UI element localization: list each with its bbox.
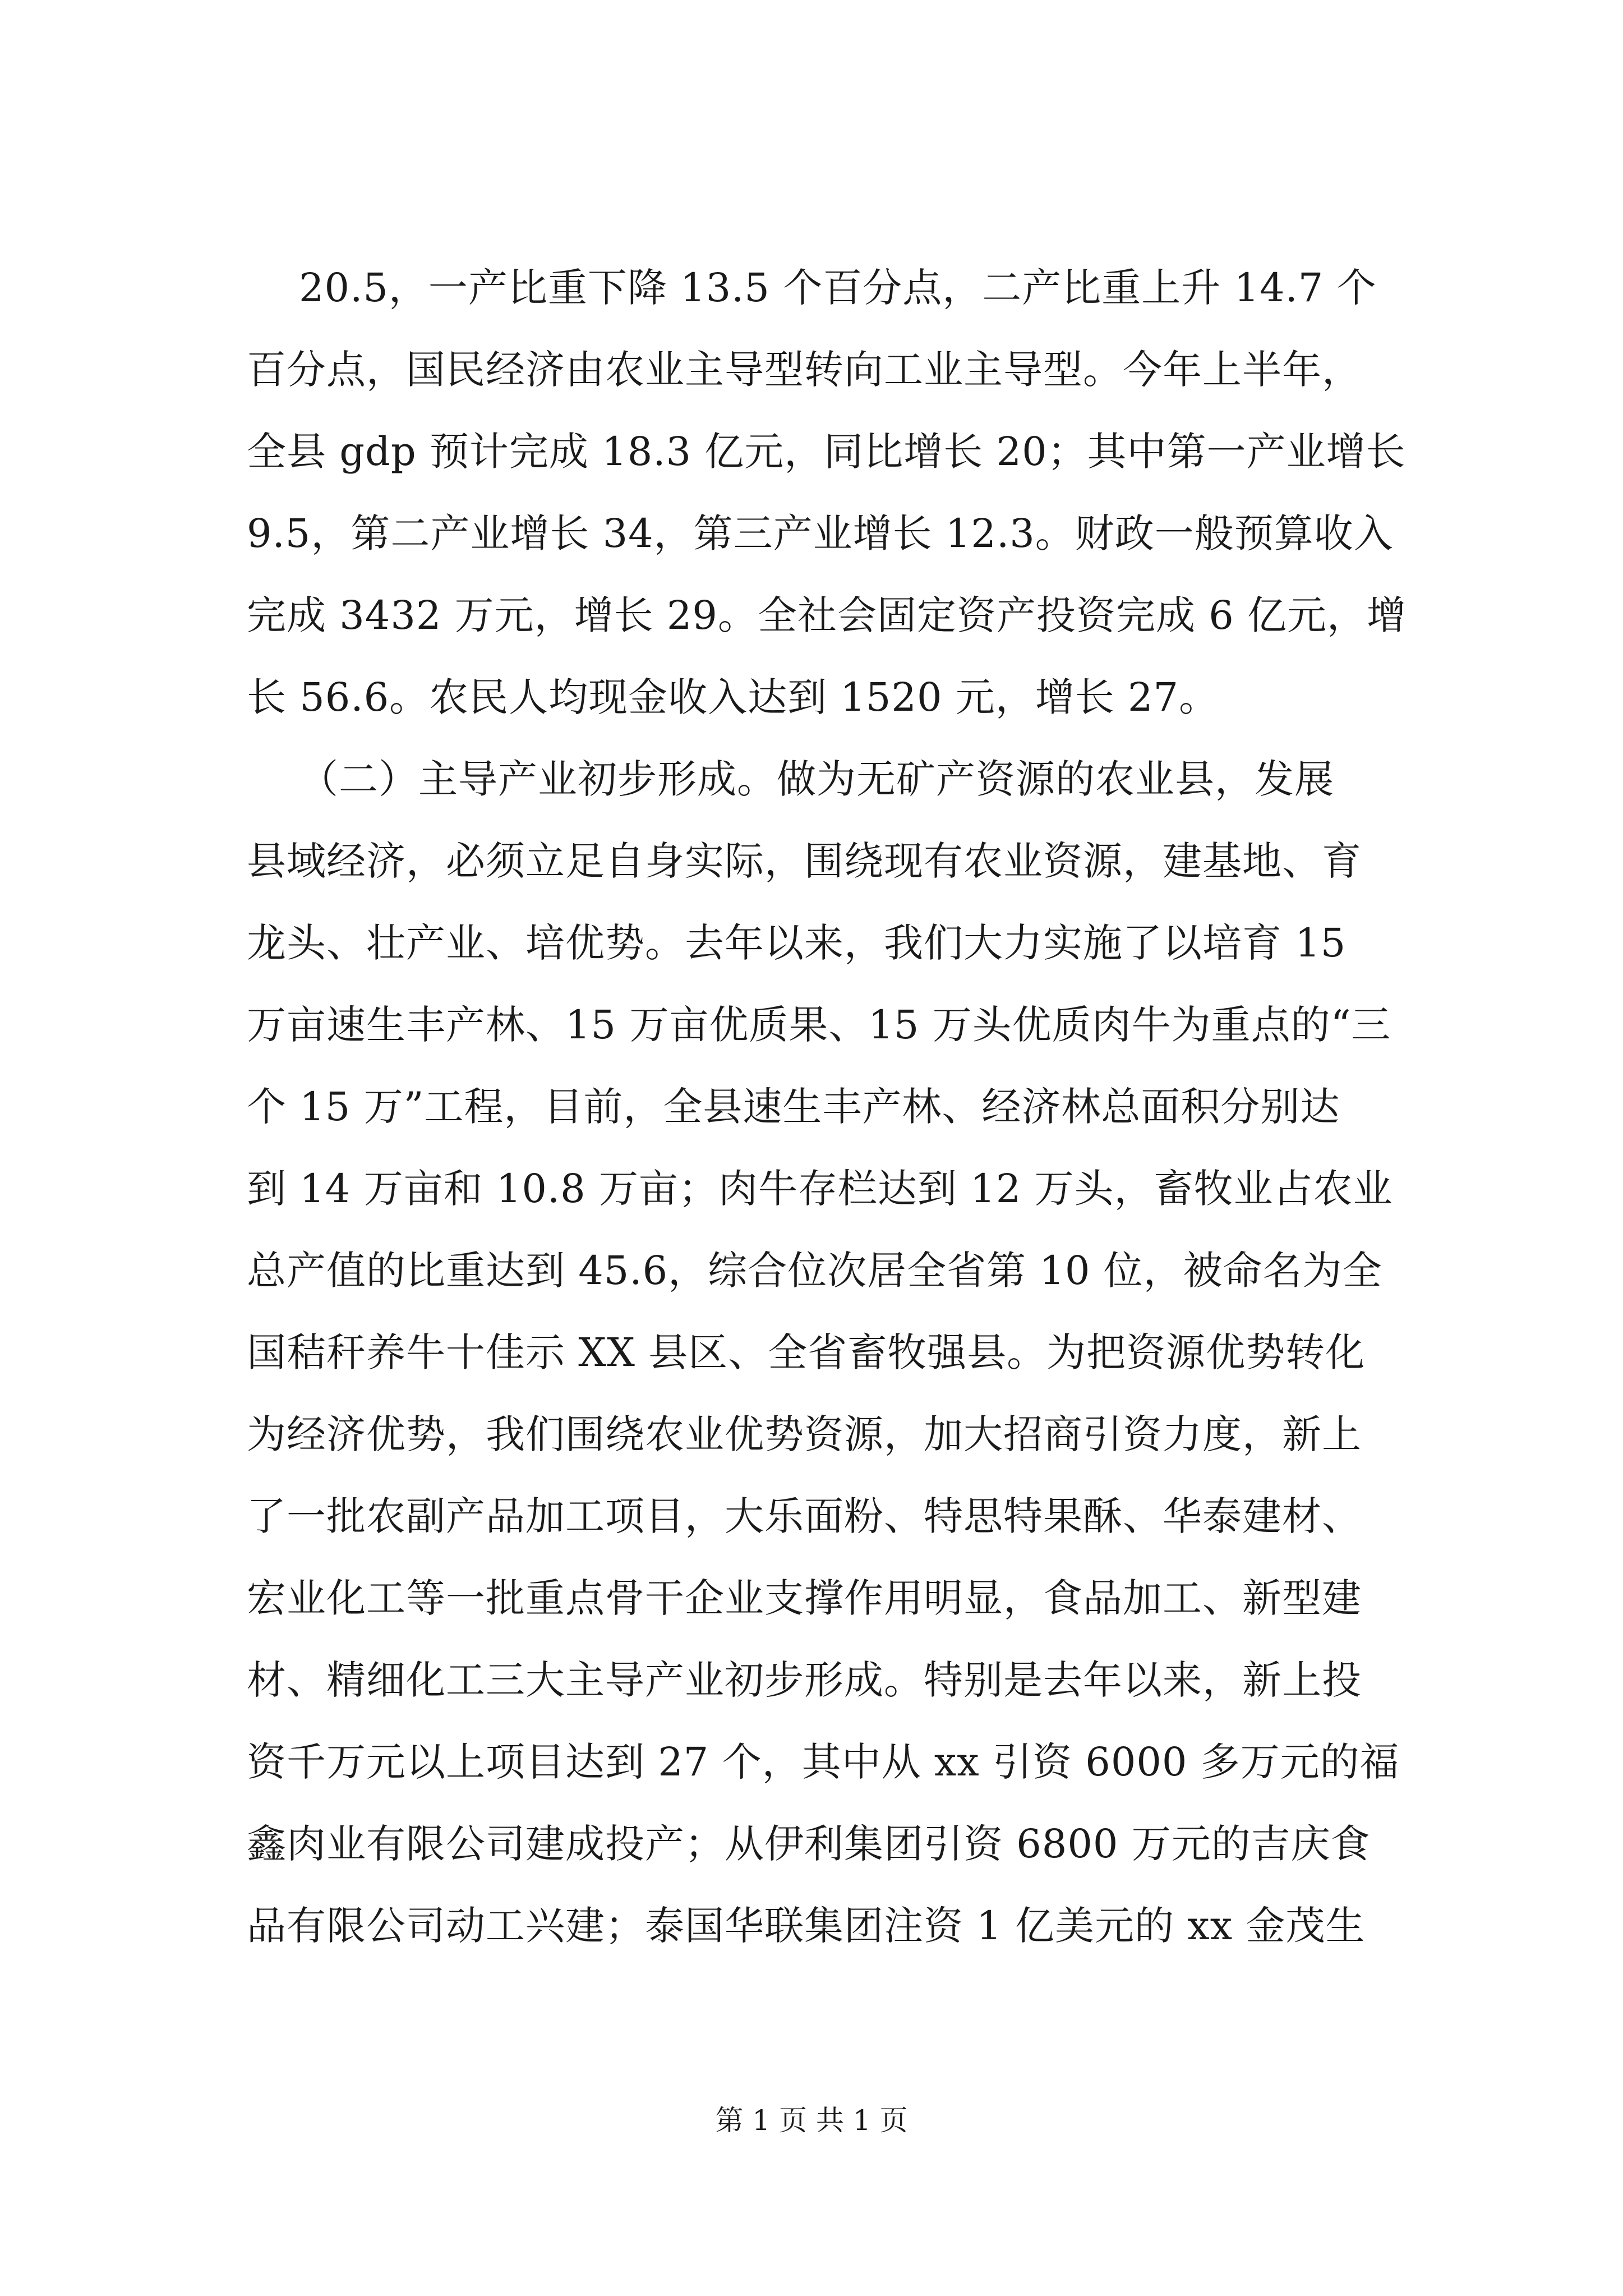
text-line: 万亩速生丰产林、15 万亩优质果、15 万头优质肉牛为重点的“三	[247, 1002, 1391, 1048]
text-line: 到 14 万亩和 10.8 万亩；肉牛存栏达到 12 万头，畜牧业占农业	[247, 1166, 1393, 1212]
text-line: 总产值的比重达到 45.6，综合位次居全省第 10 位，被命名为全	[247, 1248, 1382, 1294]
document-body	[247, 247, 1413, 1967]
text-line: 县域经济，必须立足自身实际，围绕现有农业资源，建基地、育	[247, 838, 1362, 884]
text-line: （二）主导产业初步形成。做为无矿产资源的农业县，发展	[247, 756, 1335, 802]
text-line: 全县 gdp 预计完成 18.3 亿元，同比增长 20；其中第一产业增长	[247, 429, 1406, 475]
text-line: 为经济优势，我们围绕农业优势资源，加大招商引资力度，新上	[247, 1411, 1362, 1457]
text-line: 材、精细化工三大主导产业初步形成。特别是去年以来，新上投	[247, 1657, 1362, 1703]
text-line: 资千万元以上项目达到 27 个，其中从 xx 引资 6000 多万元的福	[247, 1739, 1400, 1785]
text-line: 完成 3432 万元，增长 29。全社会固定资产投资完成 6 亿元，增	[247, 592, 1407, 638]
text-line: 宏业化工等一批重点骨干企业支撑作用明显，食品加工、新型建	[247, 1575, 1362, 1621]
text-line: 龙头、壮产业、培优势。去年以来，我们大力实施了以培育 15	[247, 920, 1347, 966]
page-footer: 第 1 页 共 1 页	[715, 2104, 908, 2137]
text-line: 了一批农副产品加工项目，大乐面粉、特思特果酥、华泰建材、	[247, 1493, 1362, 1539]
text-line: 国秸秆养牛十佳示 XX 县区、全省畜牧强县。为把资源优势转化	[247, 1329, 1366, 1375]
text-line: 9.5，第二产业增长 34，第三产业增长 12.3。财政一般预算收入	[247, 510, 1394, 556]
text-line: 鑫肉业有限公司建成投产；从伊利集团引资 6800 万元的吉庆食	[247, 1821, 1371, 1867]
text-line: 百分点，国民经济由农业主导型转向工业主导型。今年上半年，	[247, 347, 1362, 393]
text-line: 个 15 万”工程，目前，全县速生丰产林、经济林总面积分别达	[247, 1084, 1340, 1130]
text-line: 长 56.6。农民人均现金收入达到 1520 元，增长 27。	[247, 674, 1219, 720]
text-line: 品有限公司动工兴建；泰国华联集团注资 1 亿美元的 xx 金茂生	[247, 1903, 1366, 1949]
text-line: 20.5，一产比重下降 13.5 个百分点，二产比重上升 14.7 个	[247, 265, 1377, 311]
